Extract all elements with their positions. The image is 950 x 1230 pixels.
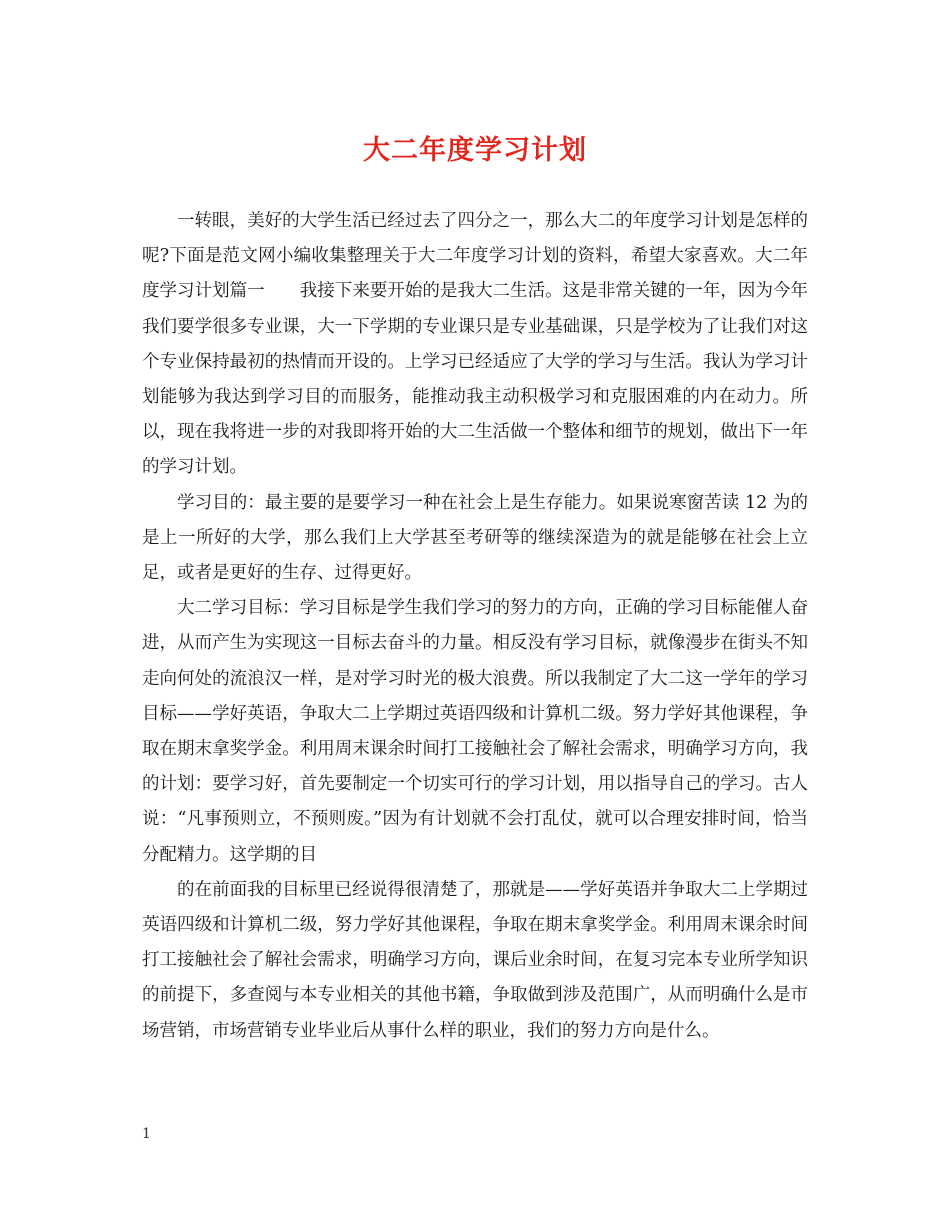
page-number: 1 bbox=[142, 1126, 151, 1142]
paragraph-purpose: 学习目的：最主要的是要学习一种在社会上是生存能力。如果说寒窗苦读 12 为的是上一所好的大学，那么我们上大学甚至考研等的继续深造为的就是能够在社会上立足，或者是更好的生存、过得更好。 bbox=[142, 492, 808, 584]
document-body bbox=[142, 204, 808, 1049]
paragraph-goals: 大二学习目标：学习目标是学生我们学习的努力的方向，正确的学习目标能催人奋进，从而产生为实现这一目标去奋斗的力量。相反没有学习目标，就像漫步在街头不知走向何处的流浪汉一样，是对学习时光的极大浪费。所以我制定了大二这一学年的学习目标——学好英语，争取大二上学期过英语四级和计算机二级。努力学好其他课程，争取在期末拿奖学金。利用周末课余时间打工接触社会了解社会需求，明确学习方向，我的计划：要学习好，首先要制定一个切实可行的学习计划，用以指导自己的学习。古人说：“凡事预则立，不预则废。”因为有计划就不会打乱仗，就可以合理安排时间，恰当分配精力。这学期的目 bbox=[142, 598, 808, 865]
paragraph-intro: 一转眼，美好的大学生活已经过去了四分之一，那么大二的年度学习计划是怎样的呢?下面是范文网小编收集整理关于大二年度学习计划的资料，希望大家喜欢。大二年度学习计划篇一 我接下来要开始的是我大二生活。这是非常关键的一年，因为今年我们要学很多专业课，大一下学期的专业课只是专业基础课，只是学校为了让我们对这个专业保持最初的热情而开设的。上学习已经适应了大学的学习与生活。我认为学习计划能够为我达到学习目的而服务，能推动我主动积极学习和克服困难的内在动力。所以，现在我将进一步的对我即将开始的大二生活做一个整体和细节的规划，做出下一年的学习计划。 bbox=[142, 211, 808, 478]
document-title: 大二年度学习计划 bbox=[363, 135, 587, 166]
paragraph-plan: 的在前面我的目标里已经说得很清楚了，那就是——学好英语并争取大二上学期过英语四级和计算机二级，努力学好其他课程，争取在期末拿奖学金。利用周末课余时间打工接触社会了解社会需求，明确学习方向，课后业余时间，在复习完本专业所学知识的前提下，多查阅与本专业相关的其他书籍，争取做到涉及范围广，从而明确什么是市场营销，市场营销专业毕业后从事什么样的职业，我们的努力方向是什么。 bbox=[142, 879, 808, 1041]
